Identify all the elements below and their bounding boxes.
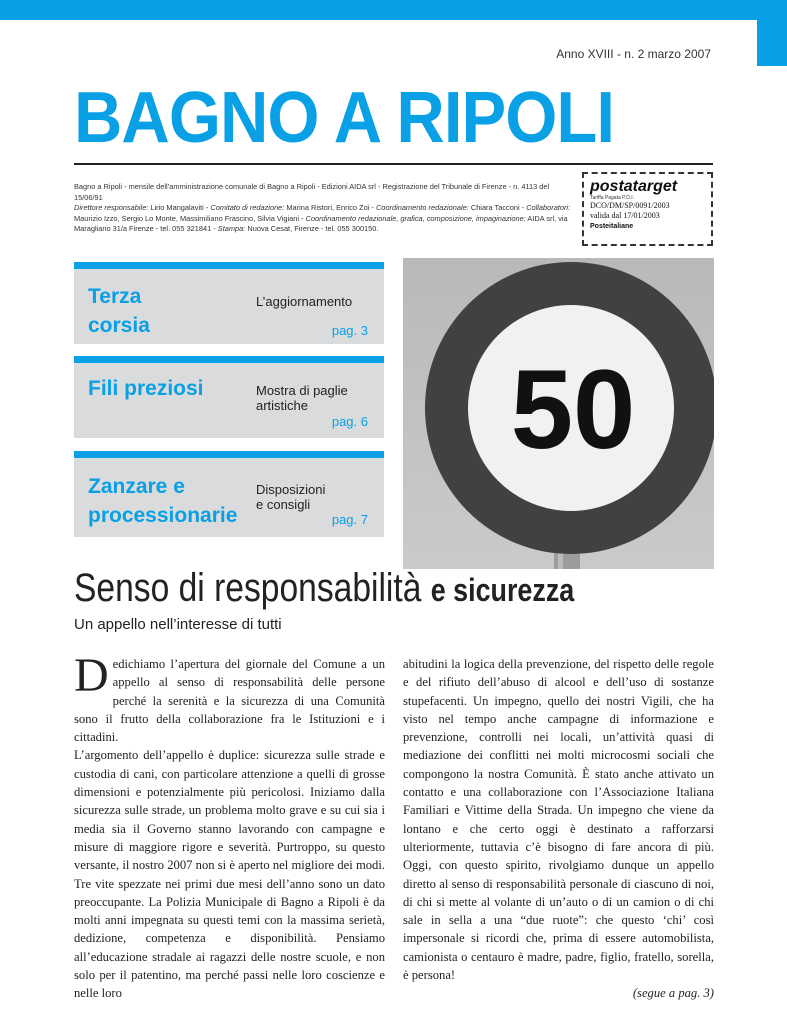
postage-stamp bbox=[582, 172, 713, 246]
teaser-description: Disposizioni e consigli bbox=[256, 482, 326, 512]
article-paragraph: L’argomento dell’appello è duplice: sicurezza sulle strade e custodia di cani, con particolare attenzione a quelli di grosse dimensioni e potenzialmente più pericolosi. Iniziamo dalla sicurezza sulle strade, un problema molto grave e su cui sia i media sia il Governo stanno lavorando con campagne e misure di maggiore rigore e severità. Purtroppo, su questo versante, il nostro 2007 non si è aperto nel migliore dei modi. Tre vite spezzate nei primi due mesi dell’anno sono un dato preoccupante. La Polizia Municipale di Bagno a Ripoli è da molti anni impegnata su questi temi con la massima serietà, dedizione, competenza e disponibilità. Pensiamo all’educazione stradale ai ragazzi delle nostre scuole, e non solo per il patentino, ma perché passi nelle loro coscienze e nelle loro bbox=[74, 748, 385, 1001]
colophon-label: Stampa: bbox=[217, 224, 246, 234]
article-paragraph: abitudini la logica della prevenzione, del rispetto delle regole e del rifiuto dell’abuso di alcool e dell’uso di sostanze stupefacenti. Un impegno, quello dei nostri Vigili, che ha visto nel tempo anche campagne di informazione e prevenzione, controlli nei locali, un’attività quasi di mediazione dei conflitti nei molti microcosmi sociali che compongono la nostra Comunità. È stato anche attivato un contatto e una collaborazione con l’Associazione Italiana Familiari e Vittime della Strada. Un impegno che viene da lontano e che certo oggi è destinato a rafforzarsi ulteriormente, tuttavia c’è bisogno di fare ancora di più. Oggi, con questo spirito, rivolgiamo dunque un appello diretto al senso di responsabilità personale di ciascuno di noi, di chi si mette al volante di un’auto o di un camion o di chi sale in sella a una “due ruote”: che questo ‘chi’ così impersonale si ricordi che, prima di essere automobilista, camionista o centauro è madre, padre, figlio, fratello, sorella, è persona! bbox=[403, 657, 714, 983]
colophon-value: Maurizio Izzo, Sergio Lo Monte, Massimiliano Frascino, Silvia Vigiani - bbox=[74, 213, 306, 223]
colophon-publisher: Bagno a Ripoli - mensile dell’amministrazione comunale di Bagno a Ripoli - Edizioni AIDA srl - Registrazione del Tribunale di Firenze - n. 4113 del 15/06/91 bbox=[74, 182, 550, 202]
teaser-page-link[interactable]: pag. 3 bbox=[331, 323, 368, 338]
continued-link[interactable]: (segue a pag. 3) bbox=[632, 986, 714, 1001]
colophon-value: Lirio Mangalaviti - bbox=[148, 203, 211, 213]
paragraph-text: edichiamo l’apertura del giornale del Comune a un appello al senso di responsabilità delle persone perché la serenità e la sicurezza di una Comunità sono il frutto della collaborazione fra le Istituzioni e i cittadini. bbox=[74, 657, 385, 745]
sign-number: 50 bbox=[510, 347, 636, 472]
poste-logo: Posteitaliane bbox=[590, 223, 634, 230]
headline-main: Senso di responsabilità bbox=[74, 566, 422, 610]
colophon-label: Direttore responsabile: bbox=[74, 203, 149, 213]
corner-accent bbox=[757, 20, 787, 66]
speed-limit-sign-icon bbox=[403, 258, 714, 569]
colophon-label: Coordinamento redazionale: bbox=[375, 203, 469, 213]
teaser-box-zanzare[interactable] bbox=[74, 451, 384, 537]
headline bbox=[74, 562, 574, 616]
colophon bbox=[74, 182, 574, 235]
teaser-description: Mostra di paglie artistiche bbox=[256, 383, 348, 413]
colophon-value: Nuova Cesat, Firenze - tel. 055 300150. bbox=[245, 224, 379, 234]
colophon-value: AIDA srl, via Maragliano 31/a Firenze - tel. 055 321841 - bbox=[74, 213, 568, 234]
teaser-box-fili-preziosi[interactable] bbox=[74, 356, 384, 438]
article-column-left bbox=[74, 649, 385, 1003]
teaser-box-terza-corsia[interactable] bbox=[74, 262, 384, 344]
teaser-title: Fili preziosi bbox=[88, 377, 204, 400]
masthead-rule bbox=[74, 163, 713, 165]
teaser-description: L’aggiornamento bbox=[256, 294, 353, 309]
article-column-right bbox=[403, 655, 714, 1003]
teaser-page-link[interactable]: pag. 6 bbox=[331, 414, 368, 429]
colophon-label: Comitato di redazione: bbox=[210, 203, 285, 213]
teaser-title: Terza corsia bbox=[88, 285, 150, 337]
top-color-bar bbox=[0, 0, 787, 20]
teaser-title: Zanzare e processionarie bbox=[88, 475, 238, 527]
headline-bold: e sicurezza bbox=[430, 572, 575, 608]
colophon-label: Coordinamento redazionale, grafica, composizione, impaginazione: bbox=[305, 213, 526, 223]
teaser-page-link[interactable]: pag. 7 bbox=[331, 512, 368, 527]
stamp-validity: valida dal 17/01/2003 bbox=[590, 211, 660, 220]
colophon-label: Collaboratori: bbox=[526, 203, 571, 213]
subheadline: Un appello nell’interesse di tutti bbox=[74, 616, 282, 633]
article-paragraph bbox=[74, 649, 385, 746]
stamp-tariff: Tariffa Pagata P.D.I. bbox=[590, 195, 635, 201]
stamp-code: DCO/DM/SP/0091/2003 bbox=[590, 201, 670, 210]
drop-cap: D bbox=[74, 649, 109, 702]
colophon-value: Marina Ristori, Enrico Zoi - bbox=[284, 203, 376, 213]
stamp-brand: postatarget bbox=[590, 178, 678, 195]
issue-info: Anno XVIII - n. 2 marzo 2007 bbox=[556, 47, 711, 61]
colophon-value: Chiara Tacconi - bbox=[468, 203, 527, 213]
masthead-title: BAGNO A RIPOLI bbox=[74, 78, 615, 158]
speed-limit-photo bbox=[403, 258, 714, 569]
